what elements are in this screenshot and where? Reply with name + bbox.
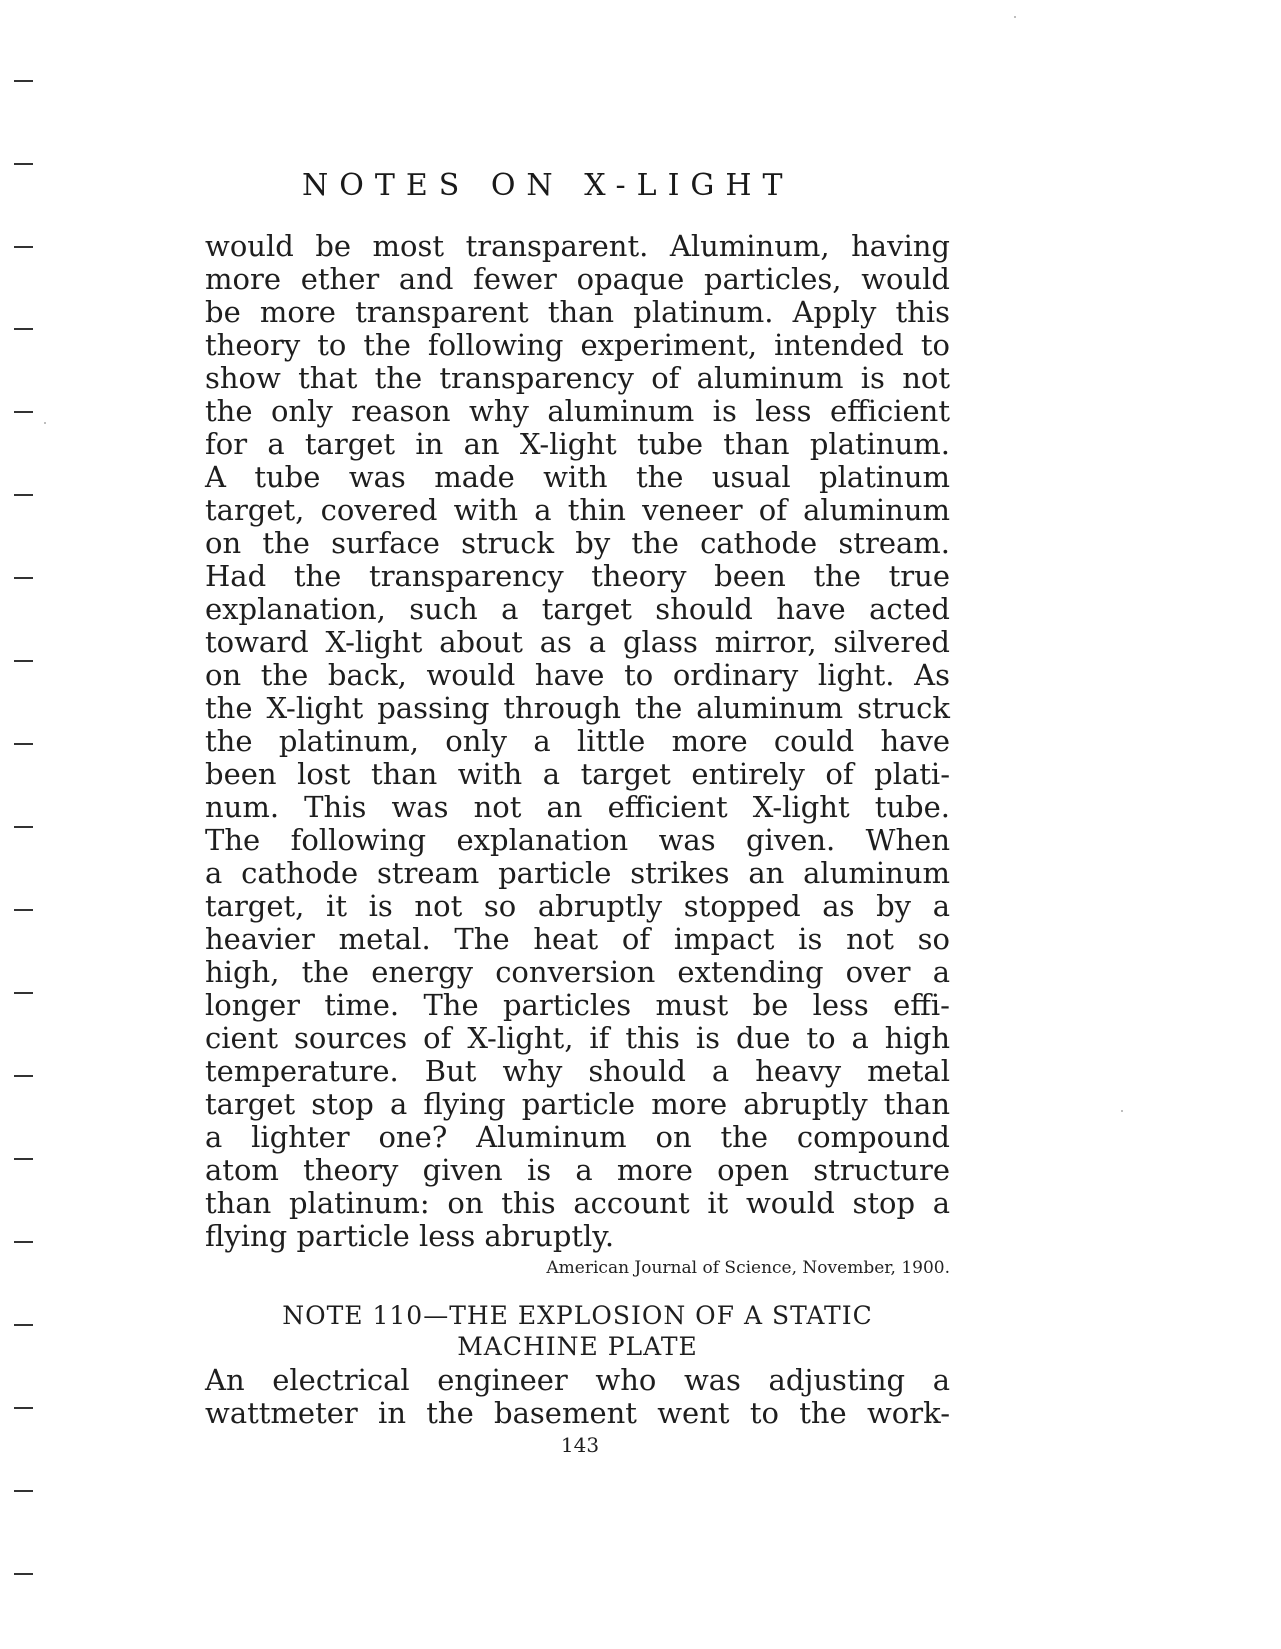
margin-tick [14,660,33,662]
text-line: target, covered with a thin veneer of aluminum [205,493,950,527]
text-line: on the surface struck by the cathode stream. [205,526,950,560]
margin-tick [14,163,33,165]
margin-tick [14,743,33,745]
page-number: 143 [560,1433,600,1457]
scan-speck [1121,1110,1123,1112]
text-line: would be most transparent. Aluminum, having [205,229,950,263]
text-line: the only reason why aluminum is less efficient [205,394,950,428]
text-line: show that the transparency of aluminum is not [205,361,950,395]
text-line: a cathode stream particle strikes an aluminum [205,856,950,890]
text-line: A tube was made with the usual platinum [205,460,950,494]
text-line: The following explanation was given. When [205,823,950,857]
margin-tick [14,411,33,413]
text-line: wattmeter in the basement went to the work- [205,1396,950,1430]
text-line: toward X-light about as a glass mirror, silvered [205,625,950,659]
text-line: cient sources of X-light, if this is due to a high [205,1021,950,1055]
text-line: flying particle less abruptly. [205,1219,615,1253]
text-line: longer time. The particles must be less effi- [205,988,950,1022]
margin-tick [14,1407,33,1409]
citation: American Journal of Science, November, 1900. [546,1258,950,1278]
running-head: NOTES ON X-LIGHT [302,168,794,203]
margin-tick [14,577,33,579]
text-line: target stop a flying particle more abruptly than [205,1087,950,1121]
margin-tick [14,246,33,248]
text-line: heavier metal. The heat of impact is not so [205,922,950,956]
margin-tick [14,1158,33,1160]
margin-tick [14,1324,33,1326]
text-line: explanation, such a target should have acted [205,592,950,626]
margin-tick [14,826,33,828]
text-line: than platinum: on this account it would stop a [205,1186,950,1220]
text-line: for a target in an X-light tube than platinum. [205,427,950,461]
text-line: num. This was not an efficient X-light tube. [205,790,950,824]
text-line: on the back, would have to ordinary light. As [205,658,950,692]
margin-tick [14,1573,33,1575]
text-line: been lost than with a target entirely of plati- [205,757,950,791]
margin-tick [14,80,33,82]
text-line: An electrical engineer who was adjusting a [205,1363,950,1397]
text-line: Had the transparency theory been the true [205,559,950,593]
margin-tick [14,992,33,994]
text-line: theory to the following experiment, intended to [205,328,950,362]
note-heading [205,1300,950,1362]
margin-tick [14,1075,33,1077]
text-line: be more transparent than platinum. Apply this [205,295,950,329]
scan-speck [44,422,46,424]
note-heading-line: MACHINE PLATE [457,1332,698,1361]
text-line: temperature. But why should a heavy metal [205,1054,950,1088]
text-line: the platinum, only a little more could have [205,724,950,758]
margin-tick [14,494,33,496]
body-text [205,230,950,1253]
margin-tick [14,1490,33,1492]
margin-tick [14,909,33,911]
note-text [205,1364,950,1430]
scan-speck [1014,16,1016,18]
margin-tick [14,1241,33,1243]
text-line: a lighter one? Aluminum on the compound [205,1120,950,1154]
text-line: atom theory given is a more open structure [205,1153,950,1187]
margin-tick [14,328,33,330]
text-line: more ether and fewer opaque particles, would [205,262,950,296]
text-line: the X-light passing through the aluminum struck [205,691,950,725]
text-line: target, it is not so abruptly stopped as by a [205,889,950,923]
text-line: high, the energy conversion extending over a [205,955,950,989]
note-heading-line: NOTE 110—THE EXPLOSION OF A STATIC [282,1301,873,1330]
